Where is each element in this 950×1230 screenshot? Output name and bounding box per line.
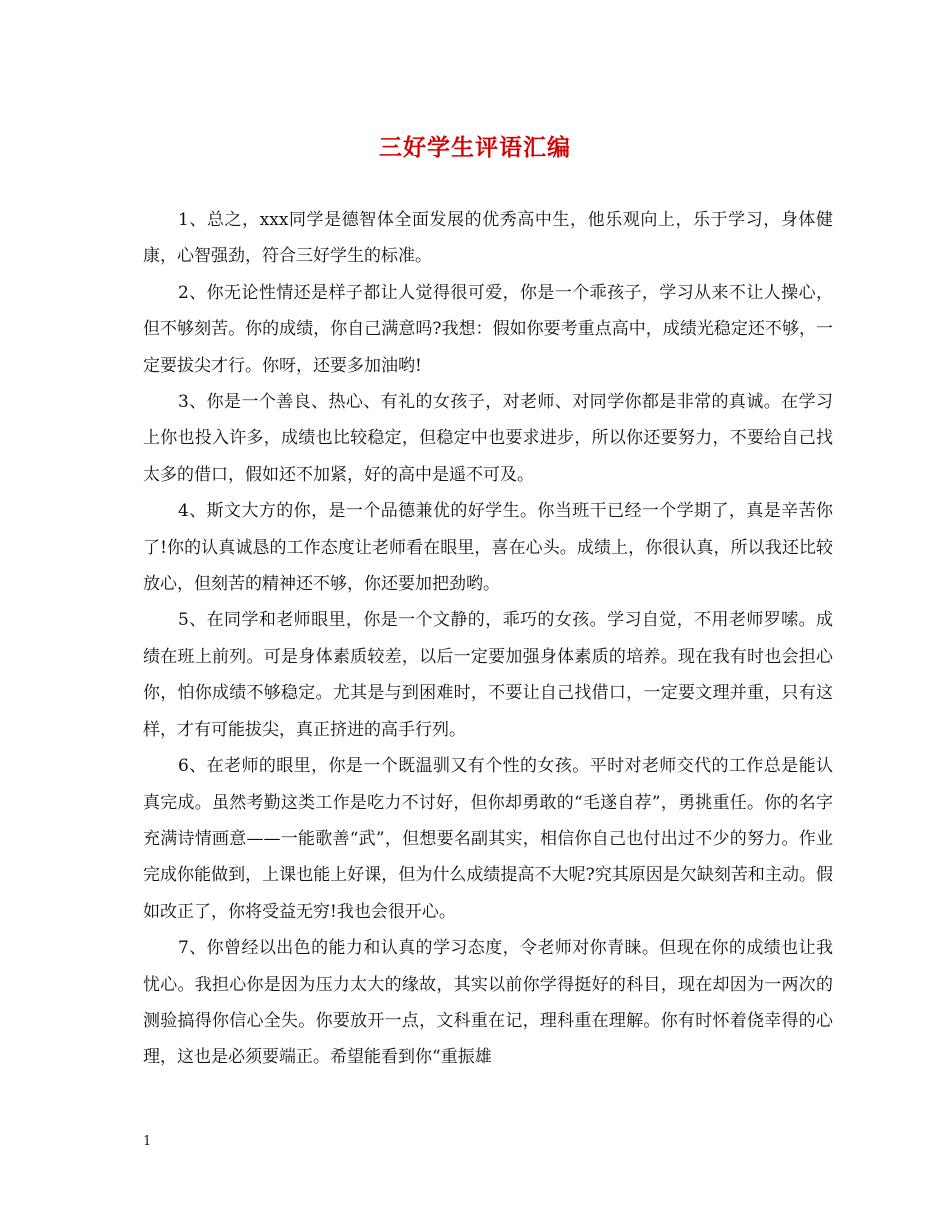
paragraph-2: 2、你无论性情还是样子都让人觉得很可爱，你是一个乖孩子，学习从来不让人操心，但不够刻苦。你的成绩，你自己满意吗?我想：假如你要考重点高中，成绩光稳定还不够，一定要拔尖才行。你呀，还要多加油哟! — [143, 282, 833, 376]
paragraph-1: 1、总之，xxx同学是德智体全面发展的优秀高中生，他乐观向上，乐于学习，身体健康，心智强劲，符合三好学生的标准。 — [143, 210, 833, 267]
document-body — [143, 202, 833, 1076]
page-number: 1 — [143, 1134, 152, 1149]
paragraph-6: 6、在老师的眼里，你是一个既温驯又有个性的女孩。平时对老师交代的工作总是能认真完成。虽然考勤这类工作是吃力不讨好，但你却勇敢的“毛遂自荐”，勇挑重任。你的名字充满诗情画意——一能歌善“武”，但想要名副其实，相信你自己也付出过不少的努力。作业完成你能做到，上课也能上好课，但为什么成绩提高不大呢?究其原因是欠缺刻苦和主动。假如改正了，你将受益无穷!我也会很开心。 — [143, 756, 833, 922]
paragraph-3: 3、你是一个善良、热心、有礼的女孩子，对老师、对同学你都是非常的真诚。在学习上你也投入许多，成绩也比较稳定，但稳定中也要求进步，所以你还要努力，不要给自己找太多的借口，假如还不加紧，好的高中是遥不可及。 — [143, 392, 833, 485]
paragraph-4: 4、斯文大方的你，是一个品德兼优的好学生。你当班干已经一个学期了，真是辛苦你了!你的认真诚恳的工作态度让老师看在眼里，喜在心头。成绩上，你很认真，所以我还比较放心，但刻苦的精神还不够，你还要加把劲哟。 — [143, 501, 833, 595]
document-title: 三好学生评语汇编 — [379, 134, 571, 161]
paragraph-5: 5、在同学和老师眼里，你是一个文静的，乖巧的女孩。学习自觉，不用老师罗嗦。成绩在班上前列。可是身体素质较差，以后一定要加强身体素质的培养。现在我有时也会担心你，怕你成绩不够稳定。尤其是与到困难时，不要让自己找借口，一定要文理并重，只有这样，才有可能拔尖，真正挤进的高手行列。 — [143, 610, 833, 740]
paragraph-7: 7、你曾经以出色的能力和认真的学习态度，令老师对你青睐。但现在你的成绩也让我忧心。我担心你是因为压力太大的缘故，其实以前你学得挺好的科目，现在却因为一两次的测验搞得你信心全失。你要放开一点，文科重在记，理科重在理解。你有时怀着侥幸得的心理，这也是必须要端正。希望能看到你“重振雄 — [143, 938, 833, 1068]
